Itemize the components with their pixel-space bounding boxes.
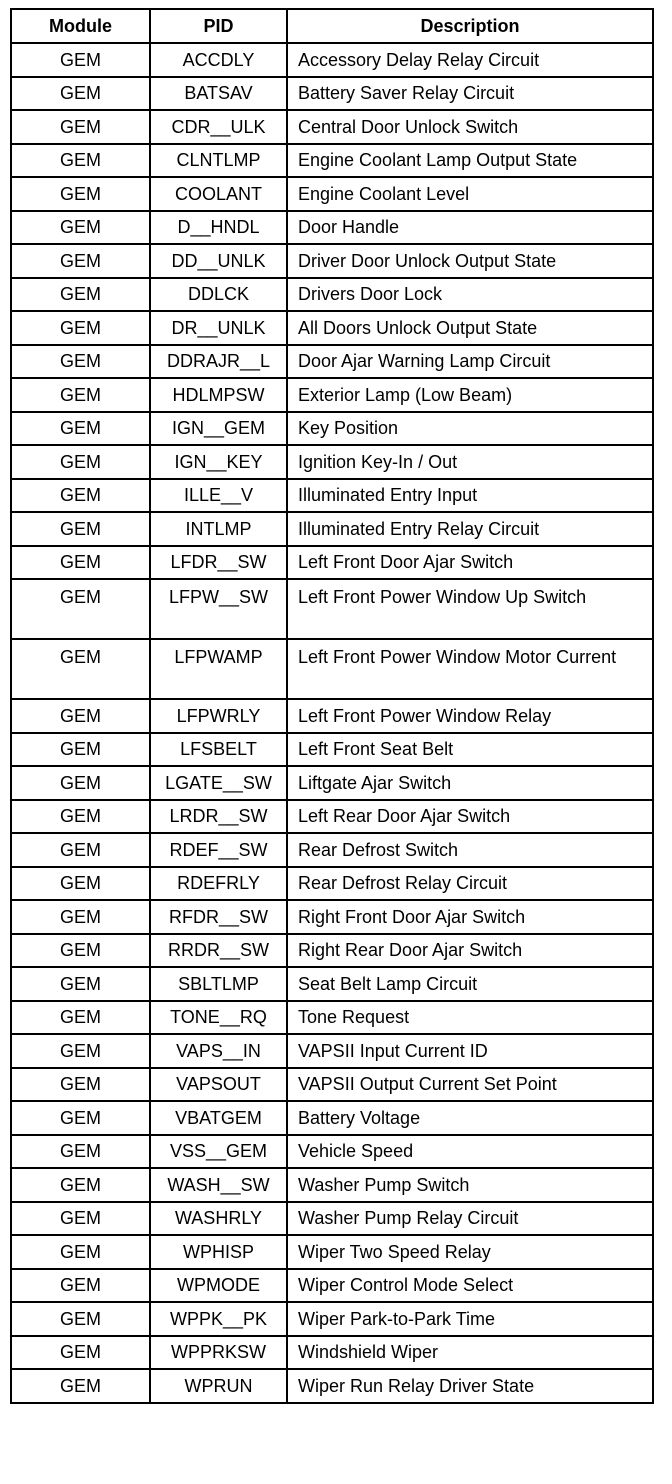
description-cell: Tone Request	[287, 1001, 653, 1035]
pid-cell: INTLMP	[150, 512, 287, 546]
pid-cell: CDR__ULK	[150, 110, 287, 144]
description-cell: Key Position	[287, 412, 653, 446]
description-cell: Left Front Power Window Relay	[287, 699, 653, 733]
table-row	[11, 110, 653, 144]
module-cell: GEM	[11, 1034, 150, 1068]
table-row	[11, 867, 653, 901]
pid-cell: LGATE__SW	[150, 766, 287, 800]
module-cell: GEM	[11, 1269, 150, 1303]
pid-cell: RFDR__SW	[150, 900, 287, 934]
description-cell: Wiper Park-to-Park Time	[287, 1302, 653, 1336]
pid-cell: RDEF__SW	[150, 833, 287, 867]
pid-cell: SBLTLMP	[150, 967, 287, 1001]
description-cell: Left Rear Door Ajar Switch	[287, 800, 653, 834]
module-cell: GEM	[11, 900, 150, 934]
table-row	[11, 378, 653, 412]
table-row	[11, 244, 653, 278]
pid-cell: DD__UNLK	[150, 244, 287, 278]
description-cell: Battery Voltage	[287, 1101, 653, 1135]
module-cell: GEM	[11, 43, 150, 77]
pid-cell: VSS__GEM	[150, 1135, 287, 1169]
description-cell: Left Front Power Window Up Switch	[287, 579, 653, 639]
table-row	[11, 1034, 653, 1068]
table-row	[11, 177, 653, 211]
module-cell: GEM	[11, 1302, 150, 1336]
module-cell: GEM	[11, 867, 150, 901]
description-cell: Right Front Door Ajar Switch	[287, 900, 653, 934]
pid-cell: ILLE__V	[150, 479, 287, 513]
header-row	[11, 9, 653, 43]
table-row	[11, 934, 653, 968]
pid-cell: LFPWRLY	[150, 699, 287, 733]
description-cell: Engine Coolant Lamp Output State	[287, 144, 653, 178]
description-cell: Exterior Lamp (Low Beam)	[287, 378, 653, 412]
table-row	[11, 1068, 653, 1102]
table-row	[11, 546, 653, 580]
table-row	[11, 639, 653, 699]
description-cell: Drivers Door Lock	[287, 278, 653, 312]
header-description: Description	[287, 9, 653, 43]
description-cell: Washer Pump Relay Circuit	[287, 1202, 653, 1236]
module-cell: GEM	[11, 378, 150, 412]
module-cell: GEM	[11, 1336, 150, 1370]
module-cell: GEM	[11, 639, 150, 699]
pid-cell: ACCDLY	[150, 43, 287, 77]
pid-cell: D__HNDL	[150, 211, 287, 245]
table-row	[11, 512, 653, 546]
description-cell: Ignition Key-In / Out	[287, 445, 653, 479]
pid-cell: VAPSOUT	[150, 1068, 287, 1102]
module-cell: GEM	[11, 412, 150, 446]
module-cell: GEM	[11, 1369, 150, 1403]
pid-cell: TONE__RQ	[150, 1001, 287, 1035]
pid-cell: WPHISP	[150, 1235, 287, 1269]
table-row	[11, 345, 653, 379]
description-cell: Engine Coolant Level	[287, 177, 653, 211]
module-cell: GEM	[11, 1202, 150, 1236]
pid-table	[10, 8, 654, 1404]
header-module: Module	[11, 9, 150, 43]
pid-cell: IGN__KEY	[150, 445, 287, 479]
description-cell: Left Front Seat Belt	[287, 733, 653, 767]
description-cell: VAPSII Input Current ID	[287, 1034, 653, 1068]
pid-cell: WPRUN	[150, 1369, 287, 1403]
table-row	[11, 412, 653, 446]
table-row	[11, 1369, 653, 1403]
description-cell: Washer Pump Switch	[287, 1168, 653, 1202]
table-row	[11, 800, 653, 834]
pid-cell: LFDR__SW	[150, 546, 287, 580]
description-cell: Rear Defrost Relay Circuit	[287, 867, 653, 901]
pid-cell: BATSAV	[150, 77, 287, 111]
description-cell: Windshield Wiper	[287, 1336, 653, 1370]
pid-cell: WPPK__PK	[150, 1302, 287, 1336]
table-row	[11, 445, 653, 479]
table-body	[11, 43, 653, 1403]
table-row	[11, 733, 653, 767]
description-cell: Accessory Delay Relay Circuit	[287, 43, 653, 77]
pid-cell: VBATGEM	[150, 1101, 287, 1135]
pid-cell: LRDR__SW	[150, 800, 287, 834]
pid-cell: VAPS__IN	[150, 1034, 287, 1068]
pid-cell: IGN__GEM	[150, 412, 287, 446]
pid-cell: WASH__SW	[150, 1168, 287, 1202]
description-cell: Right Rear Door Ajar Switch	[287, 934, 653, 968]
table-row	[11, 1135, 653, 1169]
module-cell: GEM	[11, 934, 150, 968]
table-row	[11, 77, 653, 111]
description-cell: Door Ajar Warning Lamp Circuit	[287, 345, 653, 379]
module-cell: GEM	[11, 1135, 150, 1169]
description-cell: Illuminated Entry Input	[287, 479, 653, 513]
description-cell: Driver Door Unlock Output State	[287, 244, 653, 278]
description-cell: Left Front Power Window Motor Current	[287, 639, 653, 699]
description-cell: Wiper Run Relay Driver State	[287, 1369, 653, 1403]
module-cell: GEM	[11, 1068, 150, 1102]
module-cell: GEM	[11, 512, 150, 546]
table-row	[11, 144, 653, 178]
table-row	[11, 1001, 653, 1035]
pid-cell: WASHRLY	[150, 1202, 287, 1236]
module-cell: GEM	[11, 1235, 150, 1269]
module-cell: GEM	[11, 699, 150, 733]
description-cell: Door Handle	[287, 211, 653, 245]
table-row	[11, 211, 653, 245]
module-cell: GEM	[11, 311, 150, 345]
pid-cell: LFSBELT	[150, 733, 287, 767]
table-row	[11, 1269, 653, 1303]
module-cell: GEM	[11, 144, 150, 178]
module-cell: GEM	[11, 77, 150, 111]
pid-cell: DDRAJR__L	[150, 345, 287, 379]
module-cell: GEM	[11, 445, 150, 479]
pid-cell: DDLCK	[150, 278, 287, 312]
table-row	[11, 1336, 653, 1370]
module-cell: GEM	[11, 967, 150, 1001]
pid-cell: LFPW__SW	[150, 579, 287, 639]
description-cell: Central Door Unlock Switch	[287, 110, 653, 144]
description-cell: Wiper Control Mode Select	[287, 1269, 653, 1303]
module-cell: GEM	[11, 579, 150, 639]
description-cell: All Doors Unlock Output State	[287, 311, 653, 345]
table-row	[11, 579, 653, 639]
description-cell: Illuminated Entry Relay Circuit	[287, 512, 653, 546]
module-cell: GEM	[11, 766, 150, 800]
description-cell: Battery Saver Relay Circuit	[287, 77, 653, 111]
pid-cell: CLNTLMP	[150, 144, 287, 178]
module-cell: GEM	[11, 244, 150, 278]
pid-cell: DR__UNLK	[150, 311, 287, 345]
table-row	[11, 1202, 653, 1236]
module-cell: GEM	[11, 800, 150, 834]
module-cell: GEM	[11, 345, 150, 379]
description-cell: Liftgate Ajar Switch	[287, 766, 653, 800]
table-row	[11, 311, 653, 345]
table-row	[11, 766, 653, 800]
table-row	[11, 479, 653, 513]
module-cell: GEM	[11, 110, 150, 144]
table-row	[11, 1235, 653, 1269]
table-row	[11, 699, 653, 733]
description-cell: Seat Belt Lamp Circuit	[287, 967, 653, 1001]
pid-cell: RDEFRLY	[150, 867, 287, 901]
table-row	[11, 900, 653, 934]
description-cell: Vehicle Speed	[287, 1135, 653, 1169]
module-cell: GEM	[11, 211, 150, 245]
module-cell: GEM	[11, 1168, 150, 1202]
module-cell: GEM	[11, 278, 150, 312]
table-row	[11, 1168, 653, 1202]
table-row	[11, 278, 653, 312]
table-row	[11, 43, 653, 77]
module-cell: GEM	[11, 177, 150, 211]
pid-cell: COOLANT	[150, 177, 287, 211]
module-cell: GEM	[11, 733, 150, 767]
description-cell: Wiper Two Speed Relay	[287, 1235, 653, 1269]
description-cell: Rear Defrost Switch	[287, 833, 653, 867]
module-cell: GEM	[11, 1101, 150, 1135]
table-row	[11, 833, 653, 867]
table-row	[11, 1302, 653, 1336]
table-row	[11, 1101, 653, 1135]
pid-cell: WPPRKSW	[150, 1336, 287, 1370]
module-cell: GEM	[11, 833, 150, 867]
pid-cell: RRDR__SW	[150, 934, 287, 968]
pid-cell: LFPWAMP	[150, 639, 287, 699]
pid-cell: HDLMPSW	[150, 378, 287, 412]
description-cell: Left Front Door Ajar Switch	[287, 546, 653, 580]
table-row	[11, 967, 653, 1001]
module-cell: GEM	[11, 1001, 150, 1035]
module-cell: GEM	[11, 546, 150, 580]
table-header	[11, 9, 653, 43]
module-cell: GEM	[11, 479, 150, 513]
pid-cell: WPMODE	[150, 1269, 287, 1303]
header-pid: PID	[150, 9, 287, 43]
description-cell: VAPSII Output Current Set Point	[287, 1068, 653, 1102]
